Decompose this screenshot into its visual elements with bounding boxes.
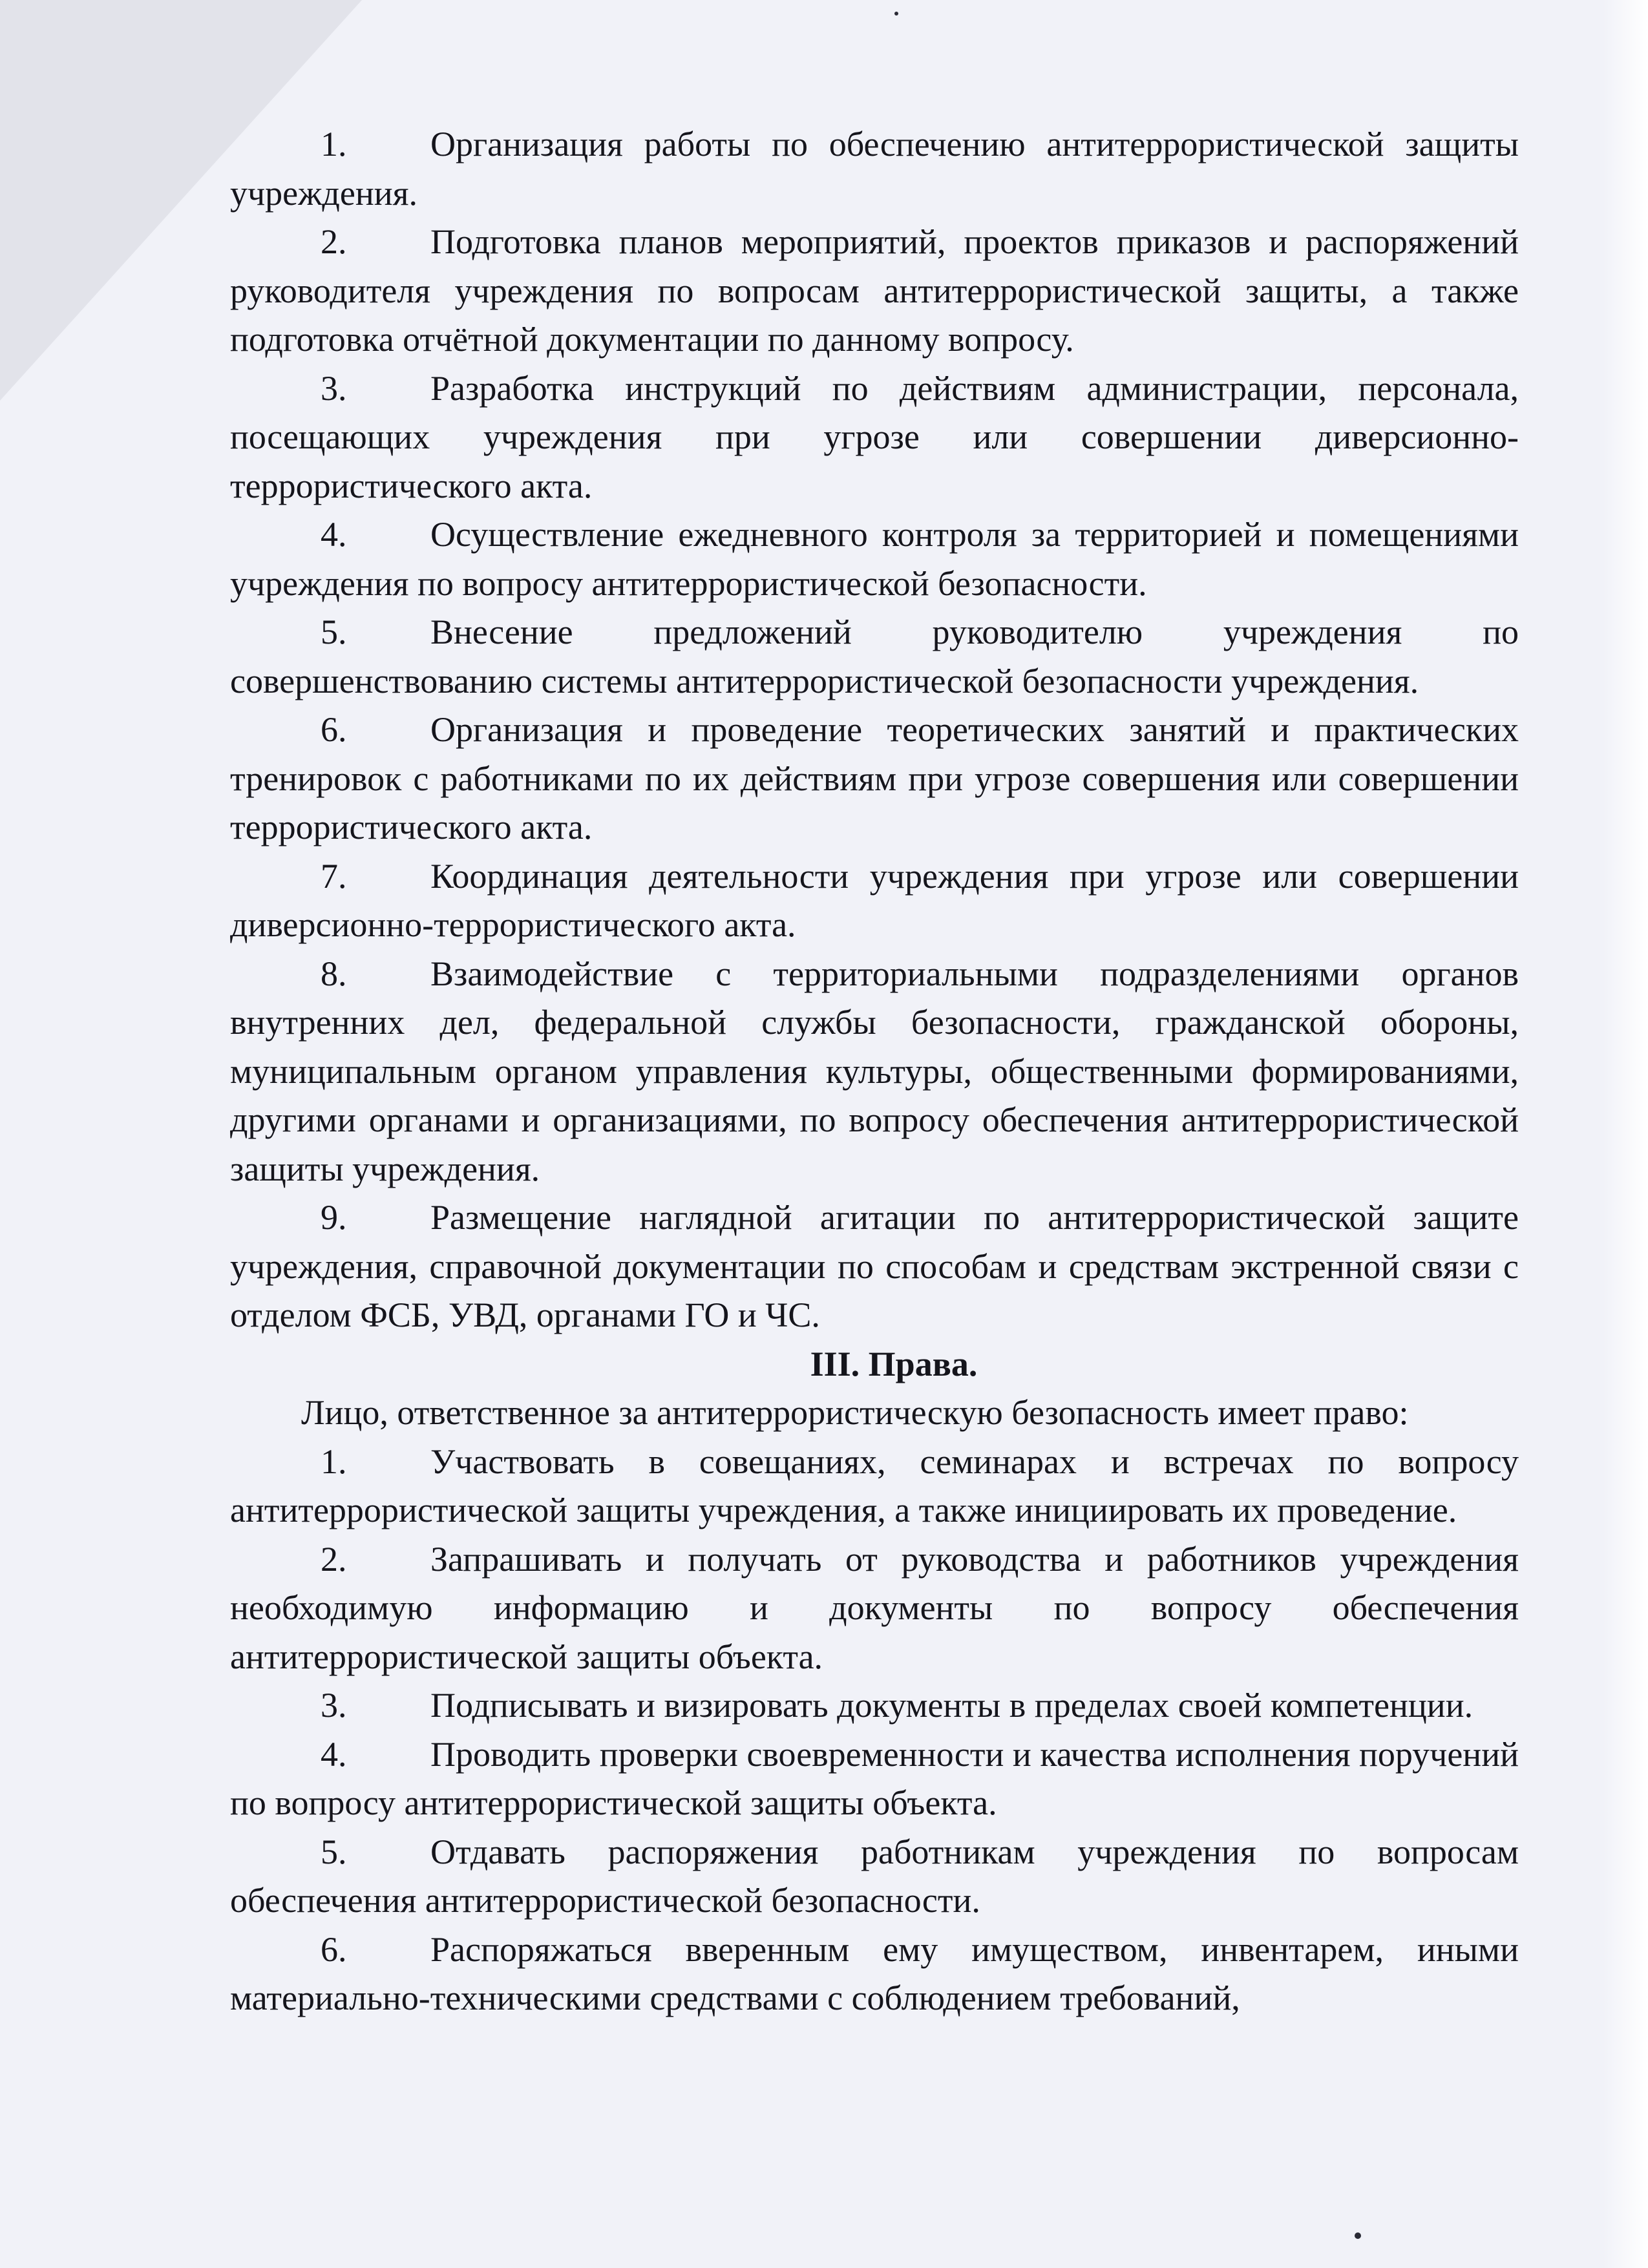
duty-item-4	[230, 510, 1519, 608]
scan-edge	[1603, 0, 1648, 2268]
rights-list	[230, 1438, 1519, 2023]
duty-item-1	[230, 120, 1519, 218]
item-text: Координация деятельности учреждения при угрозе или совершении диверсионно-террористического акта.	[230, 856, 1519, 944]
right-item-1	[230, 1438, 1519, 1535]
duty-item-2	[230, 218, 1519, 364]
right-item-4	[230, 1730, 1519, 1828]
document-page	[230, 120, 1519, 2023]
right-item-5	[230, 1828, 1519, 1926]
right-item-2	[230, 1535, 1519, 1682]
item-text: Организация и проведение теоретических занятий и практических тренировок с работниками по их действиям при угрозе совершения или совершении террористического акта.	[230, 710, 1519, 846]
item-text: Участвовать в совещаниях, семинарах и встречах по вопросу антитеррористической защиты учреждения, а также инициировать их проведение.	[230, 1442, 1519, 1529]
item-number: 7.	[321, 856, 347, 896]
item-text: Размещение наглядной агитации по антитеррористической защите учреждения, справочной документации по способам и средствам экстренной связи с отделом ФСБ, УВД, органами ГО и ЧС.	[230, 1198, 1519, 1334]
item-text: Разработка инструкций по действиям администрации, персонала, посещающих учреждения при угрозе или совершении диверсионно-террористического акта.	[230, 368, 1519, 505]
item-text: Проводить проверки своевременности и качества исполнения поручений по вопросу антитеррористической защиты объекта.	[230, 1734, 1519, 1822]
right-item-6	[230, 1926, 1519, 2023]
duty-item-3	[230, 364, 1519, 511]
item-number: 3.	[321, 368, 347, 408]
item-number: 2.	[321, 222, 347, 261]
item-number: 8.	[321, 954, 347, 993]
duty-item-5	[230, 608, 1519, 706]
item-text: Взаимодействие с территориальными подразделениями органов внутренних дел, федеральной службы безопасности, гражданской обороны, муниципальным органом управления культуры, общественными формированиями, другими органами и организациями, по вопросу обеспечения антитеррористической защиты учреждения.	[230, 954, 1519, 1188]
item-number: 5.	[321, 613, 347, 651]
item-number: 2.	[321, 1539, 347, 1579]
duty-item-9	[230, 1193, 1519, 1340]
scan-speck	[894, 12, 898, 16]
item-text: Внесение предложений руководителю учреждения по совершенствованию системы антитеррористической безопасности учреждения.	[230, 613, 1519, 700]
item-number: 1.	[321, 125, 347, 163]
duties-list	[230, 120, 1519, 1340]
right-item-3	[230, 1681, 1519, 1730]
item-text: Запрашивать и получать от руководства и работников учреждения необходимую информацию и документы по вопросу обеспечения антитеррористической защиты объекта.	[230, 1539, 1519, 1676]
item-number: 9.	[321, 1198, 347, 1237]
item-text: Подписывать и визировать документы в пределах своей компетенции.	[430, 1686, 1474, 1725]
duty-item-8	[230, 950, 1519, 1194]
section-heading-rights: III. Права.	[810, 1344, 978, 1383]
item-number: 4.	[321, 1734, 347, 1774]
duty-item-6	[230, 706, 1519, 852]
item-number: 6.	[321, 1929, 347, 1969]
scan-speck	[1355, 2232, 1361, 2239]
item-text: Организация работы по обеспечению антитеррористической защиты учреждения.	[230, 125, 1519, 213]
duty-item-7	[230, 852, 1519, 950]
item-number: 3.	[321, 1686, 347, 1725]
item-text: Подготовка планов мероприятий, проектов приказов и распоряжений руководителя учреждения по вопросам антитеррористической защиты, а также подготовка отчётной документации по данному вопросу.	[230, 222, 1519, 359]
rights-intro: Лицо, ответственное за антитеррористическую безопасность имеет право:	[301, 1393, 1409, 1432]
item-number: 4.	[321, 515, 347, 554]
item-number: 1.	[321, 1442, 347, 1481]
item-number: 5.	[321, 1832, 347, 1871]
item-text: Отдавать распоряжения работникам учреждения по вопросам обеспечения антитеррористической безопасности.	[230, 1832, 1519, 1920]
item-text: Распоряжаться вверенным ему имуществом, инвентарем, иными материально-техническими средствами с соблюдением требований,	[230, 1929, 1519, 2017]
item-text: Осуществление ежедневного контроля за территорией и помещениями учреждения по вопросу антитеррористической безопасности.	[230, 515, 1519, 603]
item-number: 6.	[321, 710, 347, 749]
